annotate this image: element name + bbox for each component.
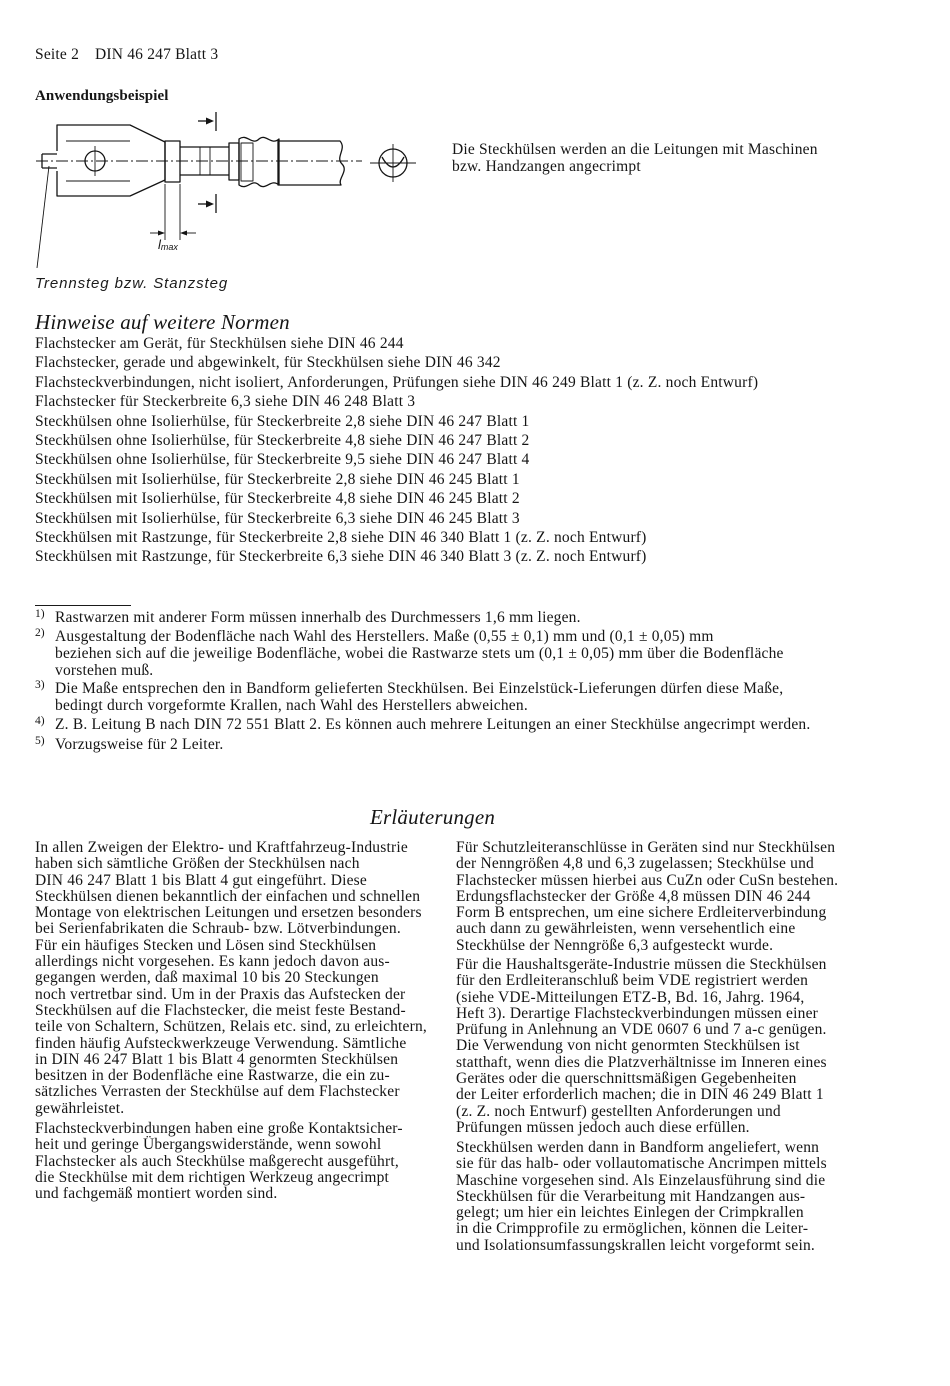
application-example-drawing (0, 100, 450, 270)
reference-item: Steckhülsen mit Isolierhülse, für Steckerbreite 2,8 siehe DIN 46 245 Blatt 1 (35, 470, 520, 488)
marker-bottom-arrowhead (206, 201, 214, 208)
explanation-line: allerdings nicht vorgesehen. Es kann jedoch davon aus- (35, 953, 390, 971)
reference-item: Flachstecker, gerade und abgewinkelt, für Steckhülsen siehe DIN 46 342 (35, 354, 501, 372)
footnote-2 (35, 627, 915, 679)
footnote-4 (35, 716, 915, 733)
explanation-line: Heft 3). Derartige Flachsteckverbindungen müssen einer (456, 1004, 819, 1022)
explanation-line: In allen Zweigen der Elektro- und Kraftfahrzeug-Industrie (35, 839, 408, 856)
explanation-line: Flachsteckverbindungen haben eine große Kontaktsicher- (35, 1120, 403, 1137)
references-list (35, 334, 758, 567)
footnote-line: Rastwarzen mit anderer Form müssen innerhalb des Durchmessers 1,6 mm liegen. (55, 609, 581, 626)
footnote-line: Vorzugsweise für 2 Leiter. (55, 736, 224, 753)
example-caption (452, 141, 818, 175)
explanation-line: Für ein häufiges Stecken und Lösen sind Steckhülsen (35, 936, 377, 954)
explanation-line: Steckhülse der Nenngröße 6,3 aufgesteckt wurde. (456, 936, 774, 954)
explanation-line: in DIN 46 247 Blatt 1 bis Blatt 4 genormten Steckhülsen (35, 1050, 399, 1068)
dimension-label (158, 237, 178, 252)
section-marker-bottom (198, 194, 216, 213)
explanation-line: gelegt; um hier ein leichtes Einlegen der Crimpkrallen (456, 1204, 804, 1222)
footnote-marker: 5) (35, 735, 45, 747)
footnote-text (55, 736, 223, 753)
conductor-crimp-claws (229, 143, 239, 180)
explanation-line: sie für das halb- oder vollautomatische Ancrimpen mittels (456, 1155, 827, 1173)
explanation-line: Prüfung in Anlehnung an VDE 0607 6 und 7 a-c genügen. (456, 1021, 827, 1039)
explanation-line: heit und geringe Übergangswiderstände, wenn sowohl (35, 1136, 382, 1154)
insulation-crimp-outline (239, 137, 279, 186)
reference-item: Flachstecker am Gerät, für Steckhülsen siehe DIN 46 244 (35, 335, 404, 352)
insulation-crimp-hatch (241, 143, 253, 181)
footnote-3 (35, 679, 915, 714)
explanation-line: Steckhülsen auf die Flachstecker, die meist feste Bestand- (35, 1001, 406, 1019)
footnote-line: Ausgestaltung der Bodenfläche nach Wahl des Herstellers. Maße (0,55 ± 0,1) mm und (0,1 ± 0,05) mm (55, 628, 714, 645)
leader-line (37, 166, 49, 268)
footnote-line: bedingt durch vorgeformte Krallen, nach Wahl des Herstellers abweichen. (55, 697, 528, 714)
footnote-marker: 1) (35, 608, 45, 620)
footnote-5 (35, 736, 915, 753)
explanation-line: Montage von elektrischen Leitungen und ersetzen besonders (35, 904, 422, 922)
dimension-subscript: max (160, 242, 178, 252)
caption-line: Die Steckhülsen werden an die Leitungen mit Maschinen (452, 141, 818, 158)
dimension-symbol: l (158, 237, 161, 252)
dimension-arrow-left (158, 231, 165, 236)
page-number: Seite 2 (35, 46, 80, 63)
explanation-line: finden häufig Aufsteckwerkzeuge Verwendung. Sämtliche (35, 1034, 407, 1052)
explanation-line: der Leiter erforderlich machen; die in DIN 46 249 Blatt 1 (456, 1086, 824, 1104)
reference-item: Steckhülsen ohne Isolierhülse, für Steckerbreite 9,5 siehe DIN 46 247 Blatt 4 (35, 451, 530, 469)
explanation-line: Flachstecker müssen hierbei aus CuZn oder CuSn bestehen. (456, 871, 839, 889)
footnote-line: beziehen sich auf die jeweilige Bodenfläche, wobei die Rastwarze stets um (0,1 ± 0,05) mm über die Bodenfläche (55, 645, 784, 662)
caption-line: bzw. Handzangen angecrimpt (452, 158, 641, 175)
explanation-line: die Steckhülse mit dem richtigen Werkzeug angecrimpt (35, 1168, 390, 1186)
section-marker-top (198, 112, 216, 131)
explanation-line: Für die Haushaltsgeräte-Industrie müssen die Steckhülsen (456, 956, 827, 973)
explanations-heading: Erläuterungen (370, 805, 496, 829)
dimension-lmax (150, 184, 196, 252)
explanation-line: Für Schutzleiteranschlüsse in Geräten sind nur Steckhülsen (456, 839, 836, 856)
reference-item: Steckhülsen mit Rastzunge, für Steckerbreite 2,8 siehe DIN 46 340 Blatt 1 (z. Z. noch Entwurf) (35, 529, 647, 547)
explanation-line: gewährleistet. (35, 1099, 125, 1117)
footnote-text (55, 716, 810, 733)
explanation-line: haben sich sämtliche Größen der Steckhülsen nach (35, 855, 360, 873)
document-reference: DIN 46 247 Blatt 3 (95, 46, 219, 63)
footnote-line: vorstehen muß. (55, 662, 154, 679)
reference-item: Flachsteckverbindungen, nicht isoliert, Anforderungen, Prüfungen siehe DIN 46 249 Blatt 1 (z. Z. noch Entwurf) (35, 373, 759, 391)
explanation-line: (z. Z. noch Entwurf) gestellten Anforderungen und (456, 1102, 781, 1120)
explanation-line: auch dann zu gewährleisten, wenn versehentlich eine (456, 920, 796, 938)
reference-item: Steckhülsen mit Isolierhülse, für Steckerbreite 6,3 siehe DIN 46 245 Blatt 3 (35, 509, 520, 527)
conductor-crimp-zone (165, 141, 180, 182)
explanation-line: und Isolationsumfassungskrallen leicht vorgeformt sein. (456, 1236, 815, 1254)
explanation-line: für den Erdleiteranschluß beim VDE registriert werden (456, 972, 809, 990)
explanation-line: Steckhülsen für die Verarbeitung mit Handzangen aus- (456, 1187, 806, 1205)
dimension-arrow-right (180, 231, 187, 236)
footnote-marker: 2) (35, 627, 45, 639)
marker-top-arrowhead (206, 118, 214, 125)
example-heading: Anwendungsbeispiel (35, 88, 169, 104)
reference-item: Steckhülsen ohne Isolierhülse, für Steckerbreite 2,8 siehe DIN 46 247 Blatt 1 (35, 412, 530, 430)
explanation-line: Maschine vorgesehen sind. Als Einzelausführung sind die (456, 1171, 826, 1189)
explanation-line: und fachgemäß montiert worden sind. (35, 1185, 278, 1203)
explanation-line: Flachstecker als auch Steckhülse maßgerecht ausgeführt, (35, 1152, 399, 1170)
footnote-marker: 4) (35, 715, 45, 727)
explanation-line: noch vertretbar sind. Um in der Praxis das Aufstecken der (35, 985, 406, 1003)
explanation-line: Die Verwendung von nicht genormten Steckhülsen ist (456, 1037, 800, 1055)
references-heading: Hinweise auf weitere Normen (35, 310, 290, 334)
explanation-left-paragraph-1 (35, 840, 427, 1117)
reference-item: Steckhülsen ohne Isolierhülse, für Steckerbreite 4,8 siehe DIN 46 247 Blatt 2 (35, 432, 530, 450)
explanation-line: Form B entsprechen, um eine sichere Erdleiterverbindung (456, 904, 827, 922)
footnote-marker: 3) (35, 679, 45, 691)
explanation-line: DIN 46 247 Blatt 1 bis Blatt 4 gut eingeführt. Diese (35, 871, 367, 889)
explanation-line: sätzliches Verrasten der Steckhülse auf dem Flachstecker (35, 1083, 400, 1101)
explanation-line: Prüfungen müssen jedoch auch diese erfüllen. (456, 1118, 750, 1136)
explanation-left-paragraph-2 (35, 1121, 403, 1202)
reference-item: Steckhülsen mit Isolierhülse, für Steckerbreite 4,8 siehe DIN 46 245 Blatt 2 (35, 490, 520, 508)
explanation-line: (siehe VDE-Mitteilungen ETZ-B, Bd. 16, Jahrg. 1964, (456, 988, 805, 1006)
explanation-line: Steckhülsen werden dann in Bandform angeliefert, wenn (456, 1139, 820, 1156)
explanation-line: besitzen in der Bodenfläche eine Rastwarze, die ein zu- (35, 1067, 390, 1085)
reference-item: Steckhülsen mit Rastzunge, für Steckerbreite 6,3 siehe DIN 46 340 Blatt 3 (z. Z. noch Entwurf) (35, 548, 647, 566)
explanation-line: der Nenngrößen 4,8 und 6,3 zugelassen; Steckhülse und (456, 855, 814, 873)
footnote-text (55, 628, 784, 679)
explanation-right-paragraph-3 (456, 1140, 827, 1254)
cable-end-view (370, 144, 416, 182)
cable-section (278, 141, 344, 185)
explanation-right-paragraph-1 (456, 840, 838, 954)
explanation-line: Erdungsflachstecker der Größe 4,8 müssen DIN 46 244 (456, 887, 811, 905)
receptacle-body-outline (57, 125, 165, 196)
footnote-line: Z. B. Leitung B nach DIN 72 551 Blatt 2. Es können auch mehrere Leitungen an einer Steckhülse angecrimpt werden. (55, 716, 811, 733)
footnote-text (55, 609, 581, 626)
explanation-right-paragraph-2 (456, 957, 827, 1136)
explanation-line: bei Serienfabrikaten die Schraub- bzw. Lötverbindungen. (35, 920, 401, 938)
explanation-line: gegangen werden, daß maximal 10 bis 20 Steckungen (35, 969, 379, 987)
footnote-1 (35, 609, 915, 626)
footnote-separator (35, 605, 131, 606)
footnote-text (55, 680, 783, 714)
explanation-line: statthaft, wenn dies die Platzverhältnisse im Inneren eines (456, 1053, 827, 1071)
leader-label: Trennsteg bzw. Stanzsteg (35, 275, 229, 292)
explanation-line: Gerätes oder die querschnittsmäßigen Gegebenheiten (456, 1070, 797, 1088)
reference-item: Flachstecker für Steckerbreite 6,3 siehe DIN 46 248 Blatt 3 (35, 393, 416, 411)
explanation-line: Steckhülsen dienen bekanntlich der einfachen und schnellen (35, 887, 421, 905)
footnote-line: Die Maße entsprechen den in Bandform gelieferten Steckhülsen. Bei Einzelstück-Lieferungen dürfen diese Maße, (55, 680, 784, 697)
explanation-line: teile von Schaltern, Schützen, Relais etc. sind, zu erleichtern, (35, 1018, 427, 1036)
explanation-line: in die Crimpprofile zu ermöglichen, können die Leiter- (456, 1220, 809, 1238)
